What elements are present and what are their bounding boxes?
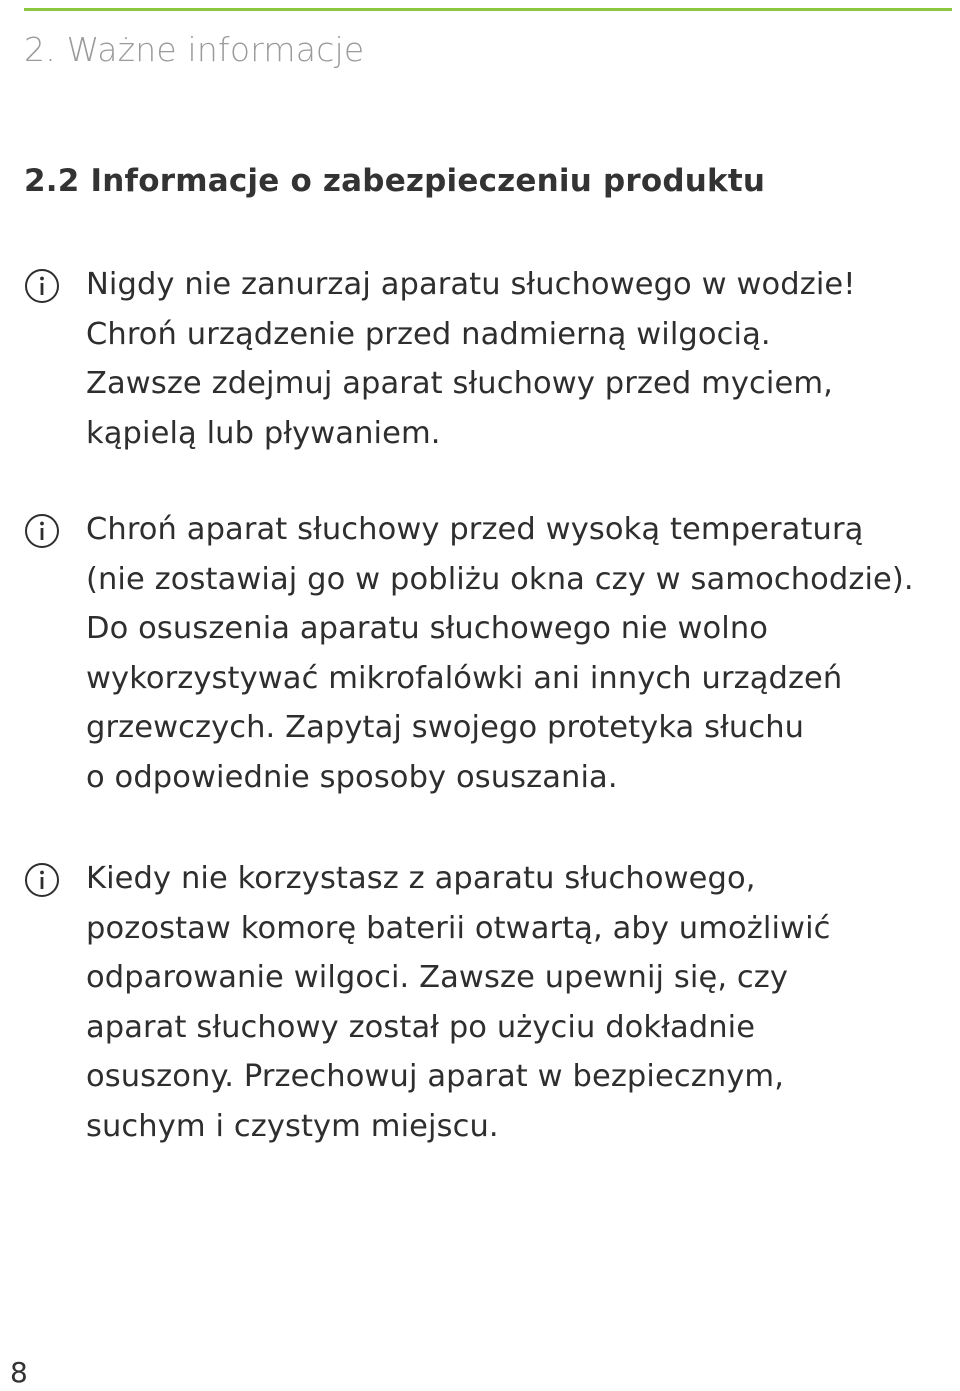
subsection-title: Informacje o zabezpieczeniu produktu xyxy=(90,163,766,199)
subsection-number: 2.2 xyxy=(24,163,80,199)
notice-line: o odpowiednie sposoby osuszania. xyxy=(86,759,618,795)
notice-line: wykorzystywać mikrofalówki ani innych urządzeń xyxy=(86,660,843,696)
notice-line: Kiedy nie korzystasz z aparatu słuchowego, xyxy=(86,861,756,896)
notice-line: Chroń urządzenie przed nadmierną wilgocią. xyxy=(86,316,771,352)
notice-line: kąpielą lub pływaniem. xyxy=(86,415,441,451)
info-icon xyxy=(24,862,60,898)
notice-line: (nie zostawiaj go w pobliżu okna czy w samochodzie). xyxy=(86,561,914,597)
notice-text xyxy=(86,505,946,802)
subsection-heading xyxy=(24,163,765,199)
notice-line: pozostaw komorę baterii otwartą, aby umożliwić xyxy=(86,910,831,946)
notice-line: aparat słuchowy został po użyciu dokładnie xyxy=(86,1009,756,1045)
notice-text xyxy=(86,854,946,1151)
info-icon xyxy=(24,268,60,304)
section-title: 2. Ważne informacje xyxy=(24,30,365,69)
notice-line: Zawsze zdejmuj aparat słuchowy przed myciem, xyxy=(86,366,833,401)
notice-line: Chroń aparat słuchowy przed wysoką temperaturą xyxy=(86,512,864,547)
notice-line: suchym i czystym miejscu. xyxy=(86,1108,499,1144)
notice-line: Nigdy nie zanurzaj aparatu słuchowego w wodzie! xyxy=(86,267,856,302)
notice-line: osuszony. Przechowuj aparat w bezpiecznym, xyxy=(86,1059,785,1094)
notice-line: odparowanie wilgoci. Zawsze upewnij się, czy xyxy=(86,960,789,995)
page-number: 8 xyxy=(10,1356,28,1389)
notice-text xyxy=(86,260,946,458)
notice-line: Do osuszenia aparatu słuchowego nie wolno xyxy=(86,611,769,646)
info-icon xyxy=(24,513,60,549)
notice-line: grzewczych. Zapytaj swojego protetyka słuchu xyxy=(86,710,805,745)
header-divider xyxy=(24,8,952,11)
